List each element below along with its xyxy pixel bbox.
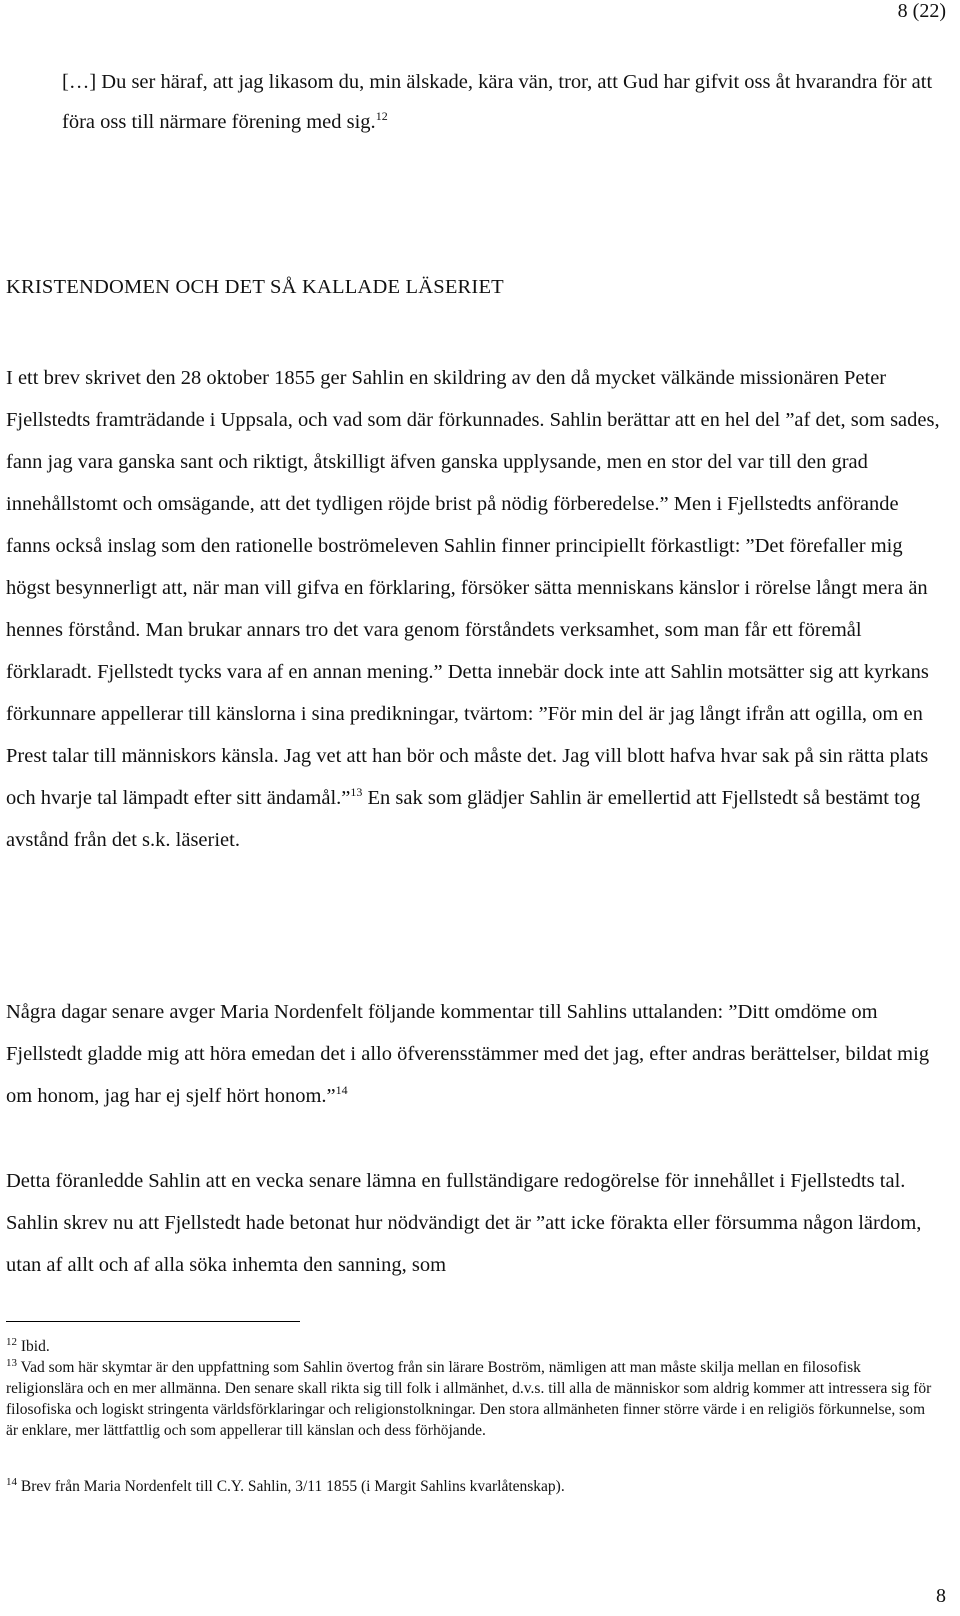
footnote-ref-14[interactable]: 14 bbox=[335, 1083, 348, 1097]
paragraph-3 bbox=[6, 1160, 948, 1286]
block-quote bbox=[62, 62, 942, 142]
paragraph-1-text-end: En sak som glädjer Sahlin är emellertid att Fjellstedt så bestämt tog avstånd från det s.k. läseriet. bbox=[6, 787, 921, 851]
footnote-text: Ibid. bbox=[20, 1338, 50, 1355]
footnote-14 bbox=[6, 1476, 936, 1497]
footnote-12 bbox=[6, 1336, 936, 1357]
footnote-text: Vad som här skymtar är den uppfattning som Sahlin övertog från sin lärare Boström, nämligen att man måste skilja mellan en filosofisk religionslära och en mer allmänna. Den senare skall rikta sig till folk i allmänhet, d.v.s. till alla de människor som aldrig kommer att intressera sig för filosofiska och logiskt stringenta världsförklaringar och religionstolkningar. Den stora allmänheten finner större värde i en religiös förkunnelse, som är enklare, mer lättfattlig och som appellerar till känslan och dess förhöjande. bbox=[6, 1359, 932, 1439]
footnote-number: 13 bbox=[6, 1357, 17, 1369]
page-count: 8 (22) bbox=[897, 0, 946, 22]
section-heading: KRISTENDOMEN OCH DET SÅ KALLADE LÄSERIET bbox=[6, 276, 504, 298]
footnote-ref-13[interactable]: 13 bbox=[350, 785, 363, 799]
footnote-number: 14 bbox=[6, 1476, 17, 1488]
footnote-ref-12[interactable]: 12 bbox=[375, 109, 388, 123]
paragraph-3-text: Detta föranledde Sahlin att en vecka senare lämna en fullständigare redogörelse för innehållet i Fjellstedts tal. Sahlin skrev nu att Fjellstedt hade betonat hur nödvändigt det är ”att icke förakta eller försumma någon lärdom, utan af allt och af alla söka inhemta den sanning, som bbox=[6, 1170, 922, 1276]
page-number: 8 bbox=[936, 1585, 946, 1607]
footnote-number: 12 bbox=[6, 1336, 17, 1348]
paragraph-1 bbox=[6, 357, 948, 861]
footnote-separator bbox=[6, 1321, 300, 1322]
paragraph-1-text: I ett brev skrivet den 28 oktober 1855 ger Sahlin en skildring av den då mycket välkände missionären Peter Fjellstedts framträdande i Uppsala, och vad som där förkunnades. Sahlin berättar att en hel del ”af det, som sades, fann jag vara ganska sant och riktigt, åtskilligt äfven ganska upplysande, men en stor del var till den grad innehållstomt och omsägande, att det tydligen röjde brist på nödig förberedelse.” Men i Fjellstedts anförande fanns också inslag som den rationelle boströmeleven Sahlin finner principiellt förkastligt: ”Det förefaller mig högst besynnerligt att, när man vill gifva en förklaring, försöker sätta menniskans känslor i rörelse långt mera än hennes förstånd. Man brukar annars tro det vara genom förståndets verksamhet, som man får ett föremål förklaradt. Fjellstedt tycks vara af en annan mening.” Detta innebär dock inte att Sahlin motsätter sig att kyrkans förkunnare appellerar till känslorna i sina predikningar, tvärtom: ”För min del är jag långt ifrån att ogilla, om en Prest talar till människors känsla. Jag vet att han bör och måste det. Jag vill blott hafva hvar sak på sin rätta plats och hvarje tal lämpadt efter sitt ändamål.” bbox=[6, 367, 940, 809]
footnote-13 bbox=[6, 1357, 936, 1441]
footnote-text: Brev från Maria Nordenfelt till C.Y. Sahlin, 3/11 1855 (i Margit Sahlins kvarlåtenskap). bbox=[20, 1478, 565, 1495]
paragraph-2-text: Några dagar senare avger Maria Nordenfelt följande kommentar till Sahlins uttalanden: ”Ditt omdöme om Fjellstedt gladde mig att höra emedan det i allo öfverensstämmer med det jag, efter andras berättelser, bildat mig om honom, jag har ej sjelf hört honom.” bbox=[6, 1001, 930, 1107]
paragraph-2 bbox=[6, 991, 948, 1117]
quote-text: […] Du ser häraf, att jag likasom du, min älskade, kära vän, tror, att Gud har gifvit oss åt hvarandra för att föra oss till närmare förening med sig. bbox=[62, 71, 933, 133]
